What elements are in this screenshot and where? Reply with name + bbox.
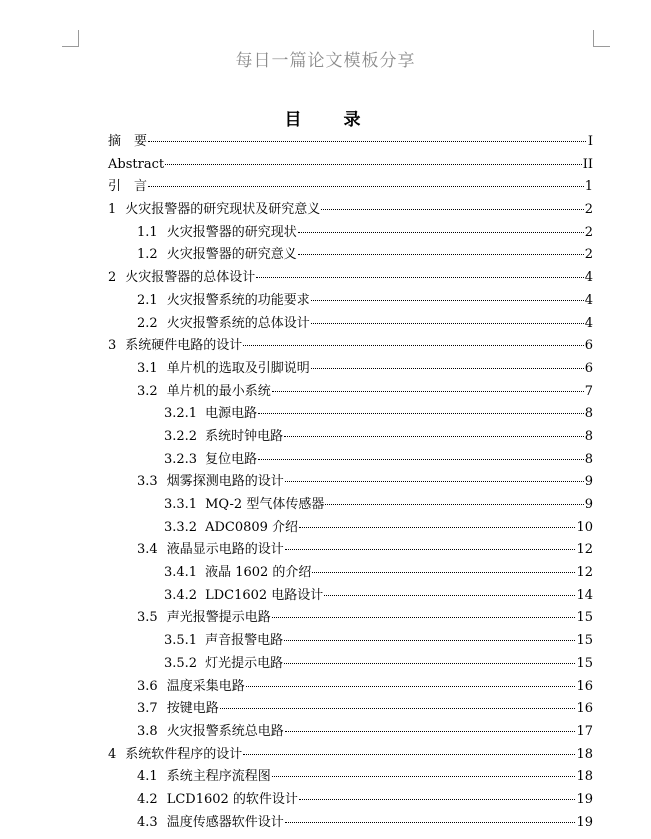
- toc-dot-leader: [284, 662, 575, 664]
- toc-dot-leader: [298, 231, 584, 233]
- toc-entry-title: Abstract: [108, 156, 165, 172]
- toc-entry-page: 2: [584, 202, 593, 218]
- toc-entry-title: LCD1602 的软件设计: [166, 791, 298, 807]
- toc-entry-number: 3: [108, 338, 117, 354]
- toc-entry-title: 温度传感器软件设计: [166, 814, 284, 830]
- toc-dot-leader: [243, 753, 575, 755]
- toc-entry-number: 4: [108, 746, 117, 762]
- toc-entry[interactable]: [108, 131, 593, 154]
- toc-entry[interactable]: [108, 698, 593, 721]
- table-of-contents: [108, 131, 593, 834]
- toc-entry-page: 8: [584, 406, 593, 422]
- page-header: 每日一篇论文模板分享: [235, 51, 416, 71]
- toc-dot-leader: [311, 299, 584, 301]
- toc-entry-number: 3.5.1: [164, 633, 198, 649]
- toc-entry[interactable]: [108, 653, 593, 676]
- toc-entry[interactable]: [108, 812, 593, 835]
- toc-entry[interactable]: [108, 744, 593, 767]
- toc-dot-leader: [258, 458, 584, 460]
- toc-dot-leader: [321, 208, 583, 210]
- toc-title: 目 录: [284, 110, 379, 130]
- toc-entry-number: 4.3: [137, 814, 158, 830]
- toc-entry[interactable]: [108, 517, 593, 540]
- toc-entry-page: 9: [584, 497, 593, 512]
- toc-entry[interactable]: [108, 630, 593, 653]
- toc-entry[interactable]: [108, 403, 593, 426]
- toc-entry-page: I: [587, 134, 593, 149]
- toc-entry-number: 3.2.3: [164, 451, 198, 467]
- toc-entry[interactable]: [108, 789, 593, 812]
- toc-entry-page: 17: [576, 723, 593, 739]
- toc-entry-title: 灯光提示电路: [205, 655, 284, 671]
- toc-entry-page: 19: [576, 814, 593, 830]
- toc-entry-page: 12: [576, 565, 593, 581]
- toc-entry-page: 16: [576, 701, 593, 717]
- toc-entry[interactable]: [108, 676, 593, 699]
- toc-dot-leader: [272, 390, 584, 392]
- toc-entry[interactable]: [108, 494, 593, 517]
- toc-entry-page: 4: [584, 315, 593, 331]
- toc-dot-leader: [272, 775, 576, 777]
- toc-entry-number: 3.2.2: [164, 428, 198, 444]
- toc-entry-number: 3.7: [137, 701, 158, 717]
- toc-entry-title: 火灾报警系统的功能要求: [166, 292, 310, 308]
- toc-entry-title: 复位电路: [205, 451, 258, 467]
- toc-entry-number: 3.3.2: [164, 519, 198, 535]
- toc-entry[interactable]: [108, 426, 593, 449]
- toc-entry-title: 火灾报警器的研究现状及研究意义: [125, 202, 321, 218]
- toc-dot-leader: [246, 685, 576, 687]
- toc-entry-page: 7: [584, 383, 593, 399]
- toc-dot-leader: [324, 594, 575, 596]
- toc-entry-page: 15: [576, 633, 593, 649]
- toc-entry-title: 电源电路: [205, 406, 258, 422]
- toc-entry-page: 14: [576, 587, 593, 603]
- toc-entry-number: 3.4.2: [164, 587, 198, 603]
- toc-entry[interactable]: [108, 471, 593, 494]
- toc-entry-title: 系统硬件电路的设计: [125, 338, 243, 354]
- toc-entry[interactable]: [108, 222, 593, 245]
- toc-entry-number: 3.6: [137, 678, 158, 694]
- toc-entry-number: 3.2: [137, 383, 158, 399]
- toc-dot-leader: [285, 730, 576, 732]
- toc-dot-leader: [299, 798, 576, 800]
- toc-entry-page: 16: [576, 678, 593, 694]
- toc-dot-leader: [148, 140, 586, 142]
- toc-dot-leader: [285, 821, 576, 823]
- toc-dot-leader: [298, 253, 584, 255]
- toc-dot-leader: [220, 707, 576, 709]
- toc-entry[interactable]: [108, 381, 593, 404]
- toc-entry-number: 3.8: [137, 723, 158, 739]
- toc-entry-number: 2.1: [137, 292, 158, 308]
- toc-entry[interactable]: [108, 358, 593, 381]
- toc-entry-title: 系统软件程序的设计: [125, 746, 243, 762]
- toc-entry[interactable]: [108, 607, 593, 630]
- toc-entry-title: 系统时钟电路: [205, 428, 284, 444]
- toc-entry[interactable]: [108, 244, 593, 267]
- toc-dot-leader: [243, 344, 583, 346]
- toc-entry[interactable]: [108, 154, 593, 177]
- toc-entry-page: 19: [576, 791, 593, 807]
- toc-entry-number: 3.4.1: [164, 565, 198, 581]
- toc-entry-page: 2: [584, 247, 593, 263]
- toc-entry-title: 火灾报警系统的总体设计: [166, 315, 310, 331]
- toc-entry-title: 按键电路: [166, 701, 219, 717]
- toc-entry-title: 火灾报警器的总体设计: [125, 270, 256, 286]
- toc-entry[interactable]: [108, 539, 593, 562]
- toc-entry-number: 3.2.1: [164, 406, 198, 422]
- toc-dot-leader: [284, 639, 575, 641]
- toc-entry-page: 9: [584, 474, 593, 490]
- toc-entry-title: 系统主程序流程图: [166, 769, 271, 785]
- toc-dot-leader: [256, 276, 583, 278]
- toc-entry-number: 3.5.2: [164, 655, 198, 671]
- toc-dot-leader: [325, 503, 583, 505]
- toc-entry-page: 4: [584, 270, 593, 286]
- toc-entry[interactable]: [108, 199, 593, 222]
- toc-entry-number: 4.1: [137, 769, 158, 785]
- toc-entry-page: 4: [584, 292, 593, 308]
- toc-dot-leader: [312, 571, 575, 573]
- toc-entry-number: 1: [108, 202, 117, 218]
- toc-entry[interactable]: [108, 290, 593, 313]
- toc-entry-title: 声光报警提示电路: [166, 610, 271, 626]
- toc-entry[interactable]: [108, 562, 593, 585]
- toc-entry-number: 1.2: [137, 247, 158, 263]
- toc-entry[interactable]: [108, 267, 593, 290]
- toc-dot-leader: [148, 185, 584, 187]
- toc-entry-title: 火灾报警器的研究意义: [166, 247, 297, 263]
- margin-corner-mark-left: [62, 30, 79, 47]
- toc-entry[interactable]: [108, 449, 593, 472]
- toc-entry-page: 15: [576, 655, 593, 671]
- toc-entry-title: 火灾报警器的研究现状: [166, 224, 297, 240]
- toc-entry-page: 6: [584, 360, 593, 376]
- toc-dot-leader: [258, 412, 584, 414]
- toc-entry-page: 1: [584, 179, 593, 195]
- toc-entry-page: 6: [584, 338, 593, 354]
- toc-dot-leader: [272, 616, 576, 618]
- toc-entry-title: 烟雾探测电路的设计: [166, 474, 284, 490]
- toc-entry-title: 摘 要: [108, 134, 148, 149]
- toc-entry-page: 8: [584, 428, 593, 444]
- toc-dot-leader: [311, 322, 584, 324]
- toc-entry-page: 18: [576, 746, 593, 762]
- toc-entry-number: 2: [108, 270, 117, 286]
- toc-entry-number: 3.4: [137, 542, 158, 558]
- toc-entry-number: 3.3.1: [164, 497, 198, 512]
- toc-entry-page: II: [582, 156, 593, 172]
- toc-entry-title: 火灾报警系统总电路: [166, 723, 284, 739]
- toc-dot-leader: [311, 367, 584, 369]
- toc-entry-title: LDC1602 电路设计: [205, 587, 324, 603]
- toc-entry[interactable]: [108, 335, 593, 358]
- toc-entry-title: 液晶 1602 的介绍: [205, 565, 312, 581]
- toc-entry-number: 3.5: [137, 610, 158, 626]
- toc-entry-title: 引 言: [108, 179, 148, 195]
- toc-entry-number: 4.2: [137, 791, 158, 807]
- toc-dot-leader: [299, 526, 575, 528]
- toc-entry-title: ADC0809 介绍: [205, 519, 299, 535]
- toc-entry[interactable]: [108, 766, 593, 789]
- toc-entry[interactable]: [108, 176, 593, 199]
- toc-entry-title: MQ-2 型气体传感器: [205, 497, 325, 512]
- toc-dot-leader: [284, 435, 584, 437]
- toc-entry-title: 液晶显示电路的设计: [166, 542, 284, 558]
- toc-entry-number: 3.3: [137, 474, 158, 490]
- toc-entry[interactable]: [108, 721, 593, 744]
- toc-entry-number: 1.1: [137, 224, 158, 240]
- toc-entry-title: 单片机的最小系统: [166, 383, 271, 399]
- toc-dot-leader: [285, 480, 584, 482]
- toc-entry-number: 3.1: [137, 360, 158, 376]
- margin-corner-mark-right: [593, 30, 610, 47]
- toc-dot-leader: [285, 548, 576, 550]
- toc-entry[interactable]: [108, 585, 593, 608]
- toc-entry-number: 2.2: [137, 315, 158, 331]
- toc-entry-title: 温度采集电路: [166, 678, 245, 694]
- toc-entry-title: 声音报警电路: [205, 633, 284, 649]
- toc-entry-title: 单片机的选取及引脚说明: [166, 360, 310, 376]
- toc-entry-page: 15: [576, 610, 593, 626]
- toc-entry-page: 2: [584, 224, 593, 240]
- toc-dot-leader: [165, 163, 582, 165]
- toc-entry-page: 8: [584, 451, 593, 467]
- toc-entry-page: 18: [576, 769, 593, 785]
- toc-entry-page: 12: [576, 542, 593, 558]
- toc-entry-page: 10: [576, 519, 593, 535]
- toc-entry[interactable]: [108, 313, 593, 336]
